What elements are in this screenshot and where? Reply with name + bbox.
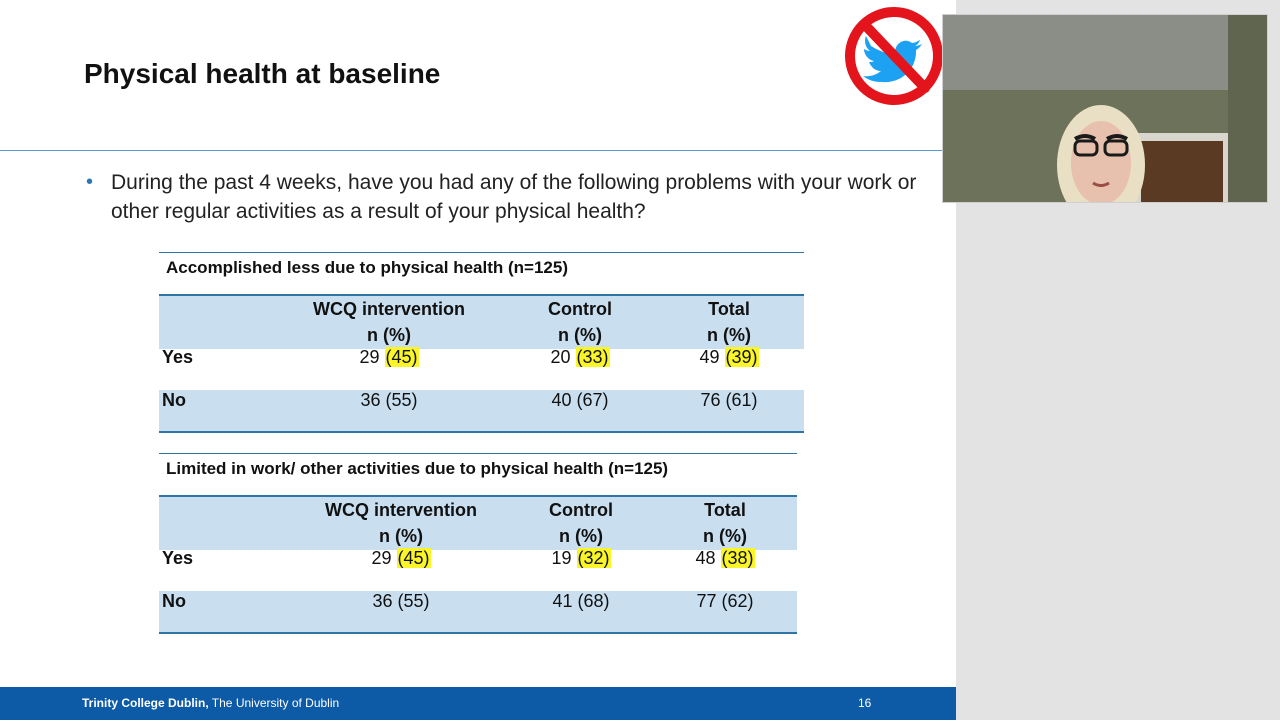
table-cell: 40 (67) — [551, 390, 609, 410]
table-cell: 41 (68) — [552, 591, 610, 611]
table-cell: 20 (33) — [550, 347, 609, 367]
table-cell: 36 (55) — [372, 591, 430, 611]
table-cell: 29 (45) — [359, 347, 418, 367]
column-header: WCQ intervention n (%) — [313, 299, 465, 345]
table-cell: 48 (38) — [695, 548, 754, 568]
bullet-marker: • — [86, 171, 94, 193]
table-cell: 19 (32) — [551, 548, 610, 568]
table-caption: Limited in work/ other activities due to physical health (n=125) — [159, 453, 797, 493]
table-rule — [159, 431, 804, 433]
table-accomplished-less — [159, 252, 804, 434]
presenter-webcam — [942, 14, 1268, 203]
row-label: No — [162, 390, 186, 410]
slide-title: Physical health at baseline — [84, 58, 441, 89]
column-header: Total n (%) — [707, 299, 751, 345]
table-rule — [159, 632, 797, 634]
row-label: Yes — [162, 548, 194, 568]
no-twitter-icon — [845, 0, 943, 112]
slide-footer — [0, 687, 956, 720]
bullet-text: During the past 4 weeks, have you had any of the following problems with your work or other regular activities as a result of your physical health? — [111, 171, 917, 223]
table-cell: 36 (55) — [360, 390, 418, 410]
slide-page-number: 16 — [858, 696, 872, 710]
table-cell: 77 (62) — [696, 591, 754, 611]
column-header: Control n (%) — [548, 299, 612, 345]
title-divider — [0, 150, 942, 151]
column-header: WCQ intervention n (%) — [325, 500, 477, 546]
table-caption: Accomplished less due to physical health (n=125) — [159, 252, 804, 292]
table-cell: 76 (61) — [700, 390, 758, 410]
footer-organisation: Trinity College Dublin, The University of Dublin — [82, 696, 340, 710]
table-cell: 49 (39) — [699, 347, 758, 367]
row-label: No — [162, 591, 186, 611]
row-label: Yes — [162, 347, 194, 367]
table-limited-in-work — [159, 453, 797, 635]
table-cell: 29 (45) — [371, 548, 430, 568]
column-header: Control n (%) — [549, 500, 613, 546]
column-header: Total n (%) — [703, 500, 747, 546]
